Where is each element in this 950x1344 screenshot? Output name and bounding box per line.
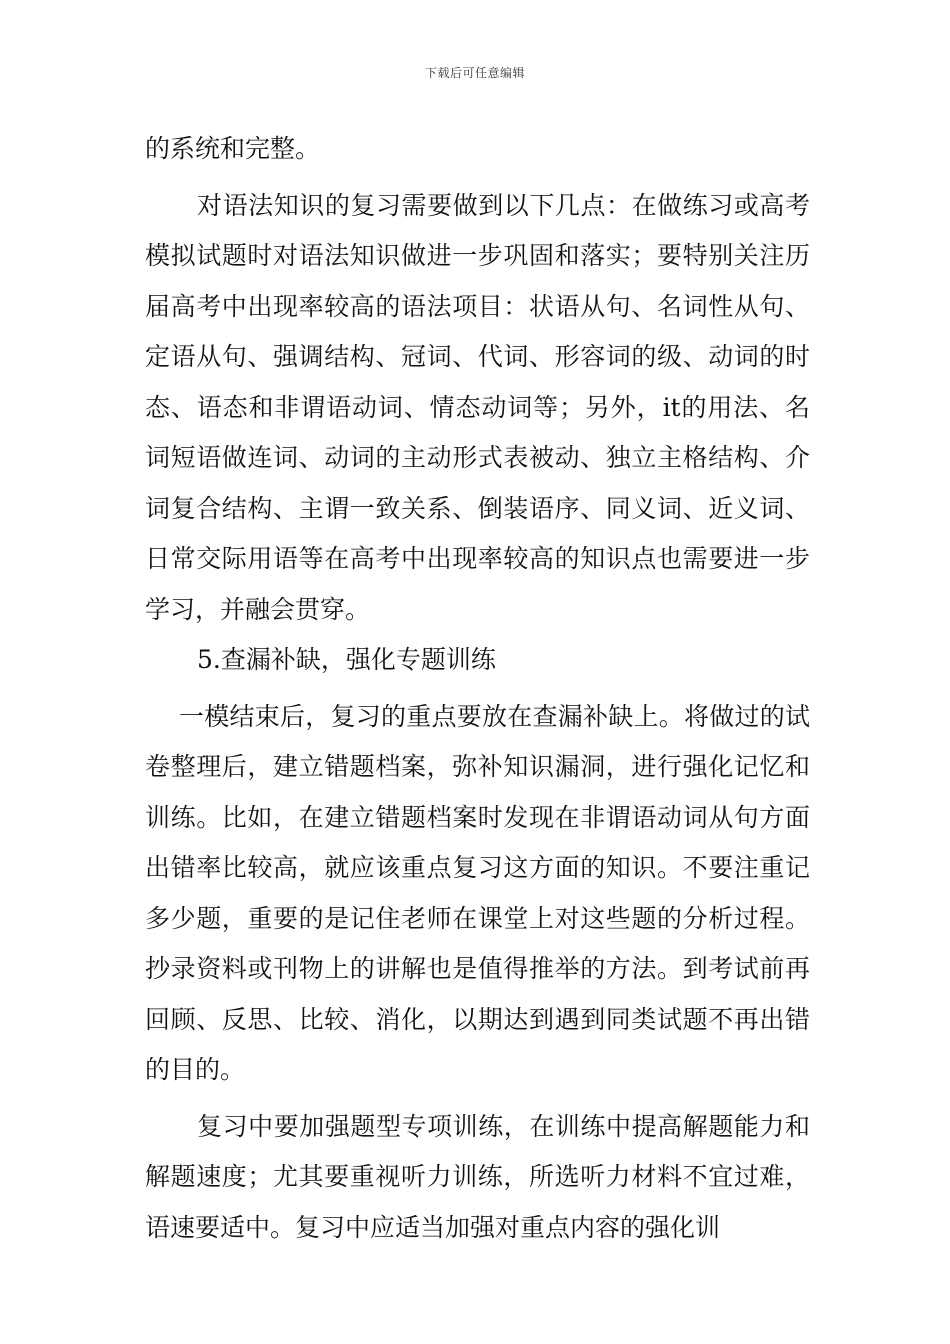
page-header: 下载后可任意编辑 (424, 66, 525, 80)
paragraph-special-training: 复习中要加强题型专项训练，在训练中提高解题能力和解题速度；尤其要重视听力训练，所选听力材料不宜过难，语速要适中。复习中应适当加强对重点内容的强化训 (145, 1111, 810, 1242)
document-body (145, 124, 810, 1253)
paragraph-after-mock-exam: 一模结束后，复习的重点要放在查漏补缺上。将做过的试卷整理后，建立错题档案，弥补知识漏洞，进行强化记忆和训练。比如，在建立错题档案时发现在非谓语动词从句方面出错率比较高，就应该重点复习这方面的知识。不要注重记多少题，重要的是记住老师在课堂上对这些题的分析过程。抄录资料或刊物上的讲解也是值得推举的方法。到考试前再回顾、反思、比较、消化，以期达到遇到同类试题不再出错的目的。 (145, 701, 810, 1084)
paragraph-grammar-review: 对语法知识的复习需要做到以下几点：在做练习或高考模拟试题时对语法知识做进一步巩固和落实；要特别关注历届高考中出现率较高的语法项目：状语从句、名词性从句、定语从句、强调结构、冠词、代词、形容词的级、动词的时态、语态和非谓语动词、情态动词等；另外，it的用法、名词短语做连词、动词的主动形式表被动、独立主格结构、介词复合结构、主谓一致关系、倒装语序、同义词、近义词、日常交际用语等在高考中出现率较高的知识点也需要进一步学习，并融会贯穿。 (145, 190, 810, 624)
paragraph-continuation: 的系统和完整。 (145, 134, 321, 163)
section-heading-5: 5.查漏补缺，强化专题训练 (197, 645, 496, 674)
